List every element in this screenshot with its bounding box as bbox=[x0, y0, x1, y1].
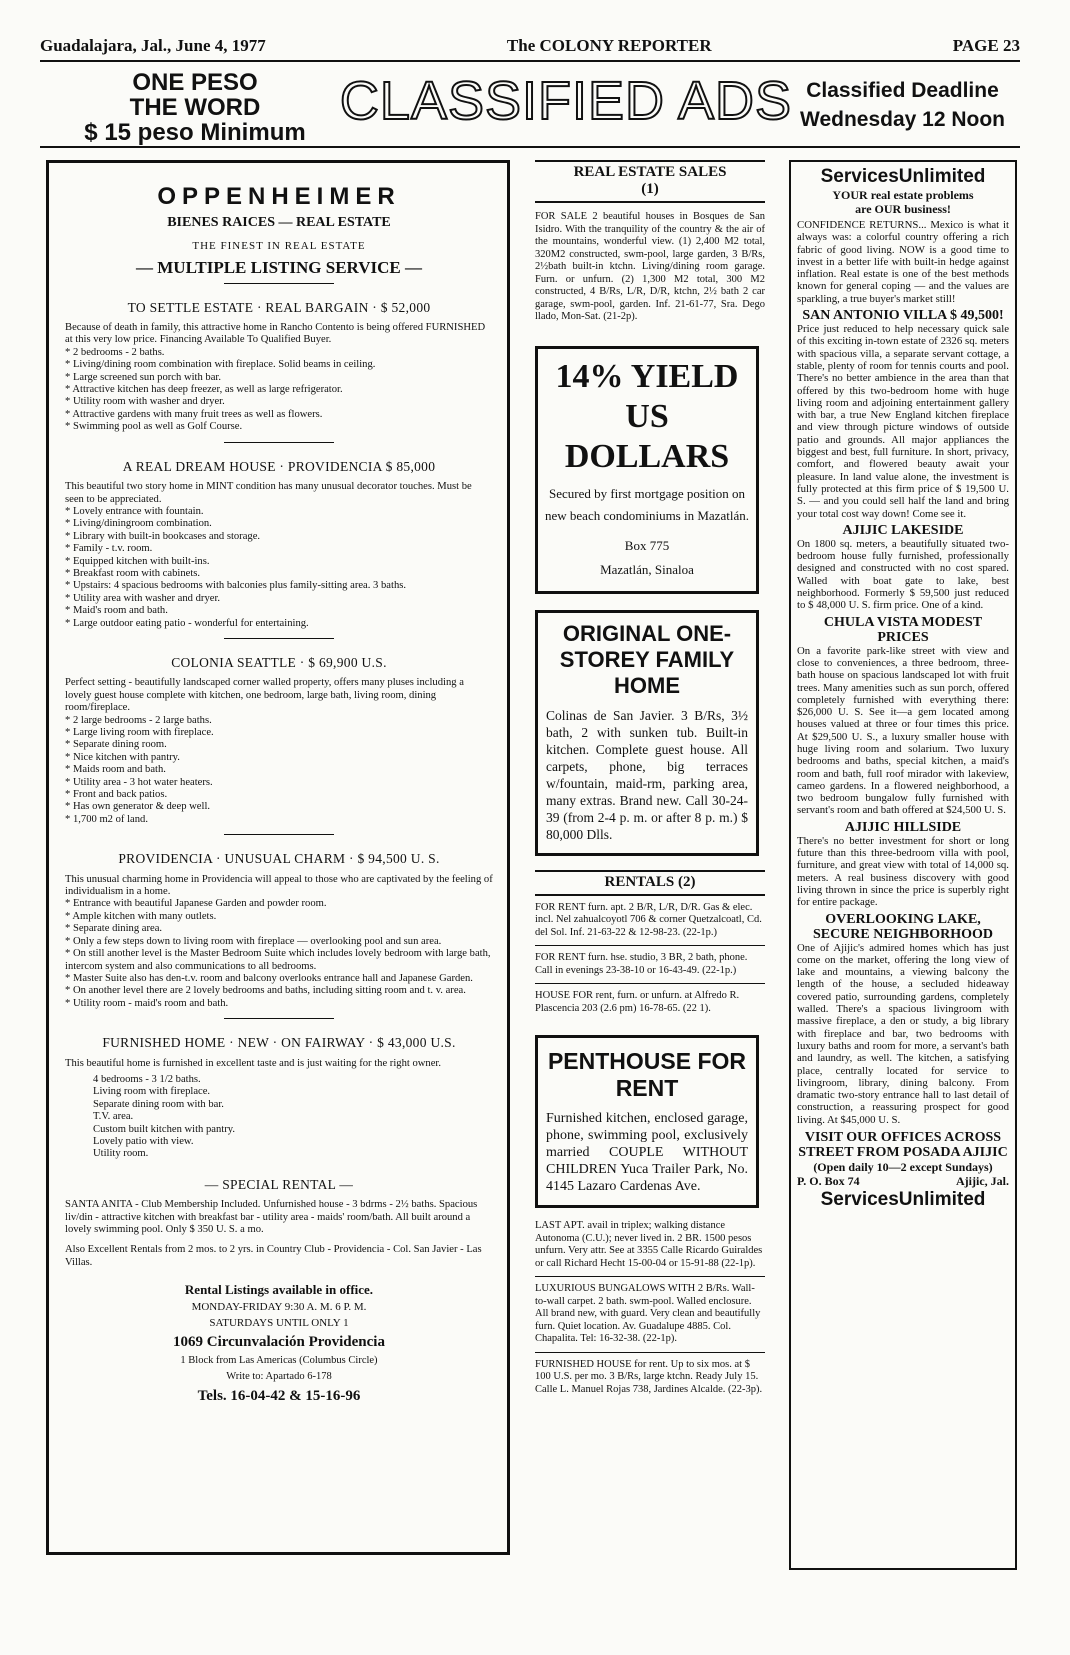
listing-heading: TO SETTLE ESTATE · REAL BARGAIN · $ 52,000 bbox=[127, 299, 431, 315]
listing-body: This unusual charming home in Providencia will appeal to those who are captivated by the feeling of individualism in a home. bbox=[65, 873, 493, 898]
penthouse-text: Furnished kitchen, enclosed garage, phone, swimming pool, exclusively married COUPLE WITHOUT CHILDREN Yuca Trailer Park, No. 4145 Lazaro Cardenas Ave. bbox=[546, 1111, 748, 1194]
dateline: Guadalajara, Jal., June 4, 1977 bbox=[40, 36, 266, 55]
masthead: The COLONY REPORTER bbox=[506, 36, 712, 55]
rental-ad: FOR RENT furn. apt. 2 B/R, L/R, D/R. Gas & elec. incl. Nel zahualcoyotl 706 & corner Quetzalcoatl, Cd. del Sol. Inf. 21-63-22 & 12-98-23. (22-1p.) bbox=[535, 896, 765, 947]
agency-mls: — MULTIPLE LISTING SERVICE — bbox=[136, 258, 422, 278]
banner-rule bbox=[40, 146, 1020, 148]
listing-bullet: * On another level there are 2 lovely bedrooms and baths, including sitting room and t. v. area. bbox=[65, 985, 466, 997]
rentals-heading: RENTALS (2) bbox=[535, 870, 765, 896]
listing-title: SAN ANTONIO VILLA $ 49,500! bbox=[802, 308, 1004, 324]
yield-ad bbox=[535, 346, 759, 594]
penthouse-title: PENTHOUSE FOR RENT bbox=[547, 1048, 747, 1101]
feature-line: Utility room. bbox=[93, 1148, 149, 1160]
deadline-line: Classified Deadline bbox=[806, 79, 999, 102]
rental-listings: Rental Listings available in office. bbox=[184, 1282, 374, 1298]
divider bbox=[224, 1018, 334, 1019]
listing-bullet: * Lovely entrance with fountain. bbox=[65, 505, 204, 517]
sales-ad: FOR SALE 2 beautiful houses in Bosques de San Isidro. With the tranquility of the country & the air of the mountains, wonderful view. (1) 2,400 M2 total, 320M2 constructed, swm-pool, large garden, 3 B/Rs, 2½bath built-in ktchn. Living/dining room garage. Furn. or unfurn. (2) 1,300 M2 total, 300 M2 constructed, 4 B/Rs, L/R, D/R, ktchn, 2½ bath 2 car garage, swm-pool, garden. Inf. 21-61-77, Sra. Dego llado, Mon-Sat. (21-2p). bbox=[535, 211, 765, 322]
yield-line: 14% YIELD bbox=[555, 357, 739, 395]
special-rental-text: SANTA ANITA - Club Membership Included. Unfurnished house - 3 bdrms - 2½ baths. Spacious liv/din - attractive kitchen with breakfast bar - utility area - maids' room/bath. All built around a lovely swimming pool. Only $ 350 U. S. a mo. bbox=[65, 1199, 478, 1235]
yield-line: US DOLLARS bbox=[564, 397, 730, 475]
listing-bullet: * Separate dining room. bbox=[65, 739, 167, 751]
listing-bullet: * Library with built-in bookcases and storage. bbox=[65, 530, 261, 542]
listing-bullet: * Family - t.v. room. bbox=[65, 543, 153, 555]
listing-bullet: * Separate dining area. bbox=[65, 923, 163, 935]
listing-title: AJIJIC HILLSIDE bbox=[844, 819, 962, 835]
listing-body: Because of death in family, this attractive home in Rancho Contento is being offered FURNISHED at this very low price. Financing Available To Qualified Buyer. bbox=[65, 322, 486, 346]
listing-text: One of Ajijic's admired homes which has just come on the market, offering the long view of lake and mountains, a viewing balcony the length of the house, a secluded hideaway covered patio, surrounding gardens, completely walled. There's a spacious livingroom with massive fireplace, a den or study, a big library with fireplace and bar, two bedrooms with luxury baths and room for more, a servant's bath and laundry, as well. The kitchen, a satisfying place, centrally located for service to livingroom, library, dining balcony. From dramatic two-story entrance hall to last detail of construction, a reassuring prospect for good living. At $45,000 U. S. bbox=[797, 941, 1009, 1126]
listing-bullet: * Ample kitchen with many outlets. bbox=[65, 910, 217, 922]
listing-bullet: * 2 large bedrooms - 2 large baths. bbox=[65, 714, 212, 726]
feature-line: Custom built kitchen with pantry. bbox=[93, 1123, 236, 1135]
listing-bullet: * Attractive kitchen has deep freezer, as well as large refrigerator. bbox=[65, 384, 343, 396]
listing-body: This beautiful two story home in MINT condition has many unusual decorator touches. Must be seen to be appreciated. bbox=[65, 481, 472, 505]
penthouse-ad bbox=[535, 1035, 759, 1208]
header-rule bbox=[40, 60, 1020, 62]
divider bbox=[224, 283, 334, 284]
listing-heading: COLONIA SEATTLE · $ 69,900 U.S. bbox=[171, 654, 387, 670]
listing-bullet: * 1,700 m2 of land. bbox=[65, 813, 148, 825]
listing-section bbox=[65, 654, 493, 826]
listing-bullet: * Large screened sun porch with bar. bbox=[65, 371, 222, 383]
listing-bullet: * Only a few steps down to living room with fireplace — overlooking pool and sun area. bbox=[65, 935, 442, 947]
company-tagline: are OUR business! bbox=[855, 202, 951, 216]
real-estate-sales-heading bbox=[535, 160, 765, 203]
page-header bbox=[40, 36, 1020, 60]
listing-bullet: * Utility room with washer and dryer. bbox=[65, 396, 225, 408]
listing-bullet: * Upstairs: 4 spacious bedrooms with balconies plus family-sitting area. 3 baths. bbox=[65, 580, 407, 592]
family-home-ad bbox=[535, 610, 759, 856]
agency-subtitle: BIENES RAICES — REAL ESTATE bbox=[167, 215, 391, 231]
listing-text: On a favorite park-like street with view and close to conveniences, a three bedroom, three-bath house on spacious landscaped lot with fruit trees. Many amenities such as sun porch, offered completely furnished with everything there: $26,000 U. S. See it—a gem located among houses valued at three or four times this price. At $29,500 U. S., a luxury smaller house with huge living room and solarium. Two luxury bedrooms and baths, special kitchen, a maid's room and bath, full roof mirador with lakeview, cameo gardens. In a flowered neighborhood, a two bedroom bungalow fully furnished with servant's room and bath offered at $24,500 U. S. bbox=[797, 644, 1009, 817]
rental-ad: FURNISHED HOUSE for rent. Up to six mos. at $ 100 U.S. per mo. 3 B/Rs, large ktchn. Ready July 15. Calle L. Manuel Rojas 738, Jardines Alcalde. (22-3p). bbox=[535, 1358, 763, 1395]
feature-line: Living room with fireplace. bbox=[93, 1086, 211, 1098]
yield-box: Box 775 bbox=[624, 537, 670, 553]
intro-text: CONFIDENCE RETURNS... Mexico is what it always was: a colorful country offering a rich fabric of good living. NOW is a good time to invest in a better life with built-in hedge against inflation. Real estate is one of the best methods known for general coping — and the values are sparkling, a true buyer's market still! bbox=[797, 219, 1009, 305]
contact-line bbox=[797, 1174, 1009, 1189]
deadline-box bbox=[785, 76, 1020, 134]
rate-line: $ 15 peso Minimum bbox=[84, 119, 306, 146]
listing-bullet: * Large outdoor eating patio - wonderful for entertaining. bbox=[65, 617, 309, 629]
listing-features bbox=[65, 1074, 493, 1161]
divider bbox=[224, 834, 334, 835]
company-name-footer: ServicesUnlimited bbox=[820, 1189, 986, 1210]
listing-section bbox=[65, 1037, 493, 1161]
feature-line: Lovely patio with view. bbox=[93, 1135, 194, 1147]
rental-ad: LAST APT. avail in triplex; walking distance Autonoma (C.U.); never lived in. 2 BR. 1500 pesos unfurn. Very attr. See at 3355 Calle Ricardo Guiraldes or call Richard Hecht 15-00-04 or 15-91-88 (22-1p). bbox=[535, 1214, 765, 1277]
listing-bullet: * Utility area - 3 hot water heaters. bbox=[65, 776, 213, 788]
listing-bullet: * Swimming pool as well as Golf Course. bbox=[65, 421, 243, 433]
listing-bullet: * Front and back patios. bbox=[65, 789, 168, 801]
office-hours: MONDAY-FRIDAY 9:30 A. M. 6 P. M. bbox=[191, 1301, 367, 1314]
listing-body: Perfect setting - beautifully landscaped corner walled property, offers many pluses including a lovely guest house complete with kitchen, one bedroom, large bath, living room, dining room/fireplace. bbox=[65, 677, 464, 714]
listing-section bbox=[65, 853, 493, 1010]
listing-bullet: * On still another level is the Master Bedroom Suite which includes lovely bedroom with large bath, intercom system and also communications to all bedrooms. bbox=[65, 948, 491, 972]
listing-bullet: * Maids room and bath. bbox=[65, 764, 166, 776]
listing-text: There's no better investment for short or long future than this three-bedroom villa with pool, furniture, and great view with total of 14,000 sq. meters. A real business discovery with good living thrown in since the price is superbly right for entire package. bbox=[797, 834, 1009, 909]
listing-title: AJIJIC LAKESIDE bbox=[842, 522, 964, 538]
agency-tagline: THE FINEST IN REAL ESTATE bbox=[192, 239, 366, 252]
divider bbox=[224, 442, 334, 443]
listing-section bbox=[65, 458, 493, 630]
page-number: PAGE 23 bbox=[952, 36, 1020, 55]
listing-bullet: * Attractive gardens with many fruit trees as well as flowers. bbox=[65, 408, 323, 420]
po-box: P. O. Box 74 bbox=[797, 1174, 860, 1188]
rental-ad: HOUSE FOR rent, furn. or unfurn. at Alfredo R. Plascencia 203 (2.6 pm) 16-78-65. (22 1). bbox=[535, 990, 740, 1014]
listing-bullet: * Equipped kitchen with built-ins. bbox=[65, 555, 210, 567]
office-hours: SATURDAYS UNTIL ONLY 1 bbox=[209, 1317, 349, 1330]
company-tagline: YOUR real estate problems bbox=[832, 188, 974, 202]
rate-line: THE WORD bbox=[129, 94, 261, 121]
listing-bullet: * Living/dining room combination with fireplace. Solid beams in ceiling. bbox=[65, 359, 376, 371]
family-home-text: Colinas de San Javier. 3 B/Rs, 3½ bath, 2 with sunken tub. Built-in kitchen. Complete guest house. All carpets, phone, big terraces w/fountain, maid-rm, parking area, many extras. Brand new. Call 30-24-39 (from 2-4 p. m. or after 8 p. m.) $ 80,000 Dlls. bbox=[546, 707, 748, 842]
listing-bullet: * 2 bedrooms - 2 baths. bbox=[65, 346, 165, 358]
listing-bullet: * Breakfast room with cabinets. bbox=[65, 567, 201, 579]
special-rental-heading: — SPECIAL RENTAL — bbox=[204, 1176, 354, 1192]
feature-line: T.V. area. bbox=[93, 1111, 134, 1123]
listing-body: This beautiful home is furnished in excellent taste and is just waiting for the right owner. bbox=[65, 1057, 441, 1069]
listing-heading: A REAL DREAM HOUSE · PROVIDENCIA $ 85,000 bbox=[122, 458, 436, 474]
section-title: CLASSIFIED ADS bbox=[339, 71, 793, 131]
rate-box bbox=[60, 70, 330, 145]
agency-name: OPPENHEIMER bbox=[157, 183, 401, 210]
rental-ad: FOR RENT furn. hse. studio, 3 BR, 2 bath, phone. Call in evenings 23-38-10 or 16-43-49. (22-1p.) bbox=[535, 946, 765, 984]
listing-section bbox=[65, 299, 493, 434]
listing-text: On 1800 sq. meters, a beautifully situated two-bedroom house fully furnished, professionally designed and constructed with no cost spared. Walled with boat gate to lake, best neighborhood. Formerly $ 59,500 just reduced to $ 48,000 U. S. firm price. One of a kind. bbox=[797, 537, 1009, 612]
middle-column bbox=[535, 160, 765, 1565]
listing-bullet: * Master Suite also has den-t.v. room and balcony overlooks entrance hall and Japanese Garden. bbox=[65, 972, 473, 984]
office-address: 1069 Circunvalación Providencia bbox=[173, 1334, 385, 1351]
services-unlimited-ad bbox=[789, 160, 1017, 1570]
listing-bullet: * Maid's room and bath. bbox=[65, 605, 168, 617]
listing-bullet: * Utility area with washer and dryer. bbox=[65, 592, 221, 604]
feature-line: Separate dining room with bar. bbox=[93, 1098, 224, 1110]
listing-bullet: * Utility room - maid's room and bath. bbox=[65, 997, 229, 1009]
rental-ad: LUXURIOUS BUNGALOWS WITH 2 B/Rs. Wall-to-wall carpet. 2 bath. swm-pool. Walled enclosure. All brand new, with guard. Very clean and beautifully furn. Quiet location. Av. Guadalupe 4885. Col. Chapalita. Tel: 16-32-38. (22-1p). bbox=[535, 1277, 765, 1353]
listing-bullet: * Nice kitchen with pantry. bbox=[65, 751, 180, 763]
rate-line: ONE PESO bbox=[132, 69, 258, 96]
oppenheimer-ad bbox=[46, 160, 510, 1555]
office-location: 1 Block from Las Americas (Columbus Circle) bbox=[180, 1355, 378, 1367]
listing-text: Price just reduced to help necessary quick sale of this exciting in-town estate of 2326 sq. meters with spacious villa, a separate servant cottage, a stable, plenty of room for tennis courts and pool. There's no better ambience in the area than that offered by this two-bedroom home with huge living room and adjoining entertainment gallery with bar, a true New England kitchen fireplace and view through picture windows of outside patio and grounds. All major appliances the biggest and best, full furniture. In short, privacy, comfort, and flowered beauty await your pleasure. In land value alone, the investment is fully protected at this firm price of $ 19,500 U. S. — and you could sell half the land and bring your total cost way down! Come see it. bbox=[797, 323, 1009, 520]
listing-title: CHULA VISTA MODEST PRICES bbox=[823, 614, 983, 645]
visit-offices: VISIT OUR OFFICES ACROSS STREET FROM POSADA AJIJIC bbox=[798, 1130, 1008, 1160]
office-hours: (Open daily 10—2 except Sundays) bbox=[813, 1160, 993, 1174]
listing-bullet: * Entrance with beautiful Japanese Garden and powder room. bbox=[65, 898, 327, 910]
listing-bullet: * Large living room with fireplace. bbox=[65, 727, 214, 738]
yield-city: Mazatlán, Sinaloa bbox=[600, 561, 694, 577]
listing-bullet: * Living/diningroom combination. bbox=[65, 518, 212, 530]
office-info bbox=[65, 1281, 493, 1407]
mail-address: Write to: Apartado 6-178 bbox=[226, 1371, 332, 1383]
feature-line: 4 bedrooms - 3 1/2 baths. bbox=[93, 1073, 201, 1085]
heading-number: (1) bbox=[641, 181, 659, 197]
listing-heading: PROVIDENCIA · UNUSUAL CHARM · $ 94,500 U. S. bbox=[118, 851, 440, 867]
listing-title: OVERLOOKING LAKE, SECURE NEIGHBORHOOD bbox=[812, 911, 994, 942]
listing-bullet: * Has own generator & deep well. bbox=[65, 801, 211, 813]
deadline-line: Wednesday 12 Noon bbox=[800, 108, 1005, 131]
classified-banner bbox=[40, 66, 1020, 146]
heading-text: REAL ESTATE SALES bbox=[573, 164, 727, 180]
company-name: ServicesUnlimited bbox=[820, 166, 986, 187]
yield-text: Secured by first mortgage position on new beach condominiums in Mazatlán. bbox=[545, 485, 749, 523]
listing-heading: FURNISHED HOME · NEW · ON FAIRWAY · $ 43,000 U.S. bbox=[102, 1035, 456, 1051]
phone-numbers: Tels. 16-04-42 & 15-16-96 bbox=[197, 1388, 361, 1405]
also-rentals-text: Also Excellent Rentals from 2 mos. to 2 yrs. in Country Club - Providencia - Col. San Javier - Las Villas. bbox=[65, 1244, 482, 1268]
city: Ajijic, Jal. bbox=[956, 1174, 1009, 1188]
family-home-title: ORIGINAL ONE-STOREY FAMILY HOME bbox=[559, 620, 735, 698]
divider bbox=[224, 638, 334, 639]
